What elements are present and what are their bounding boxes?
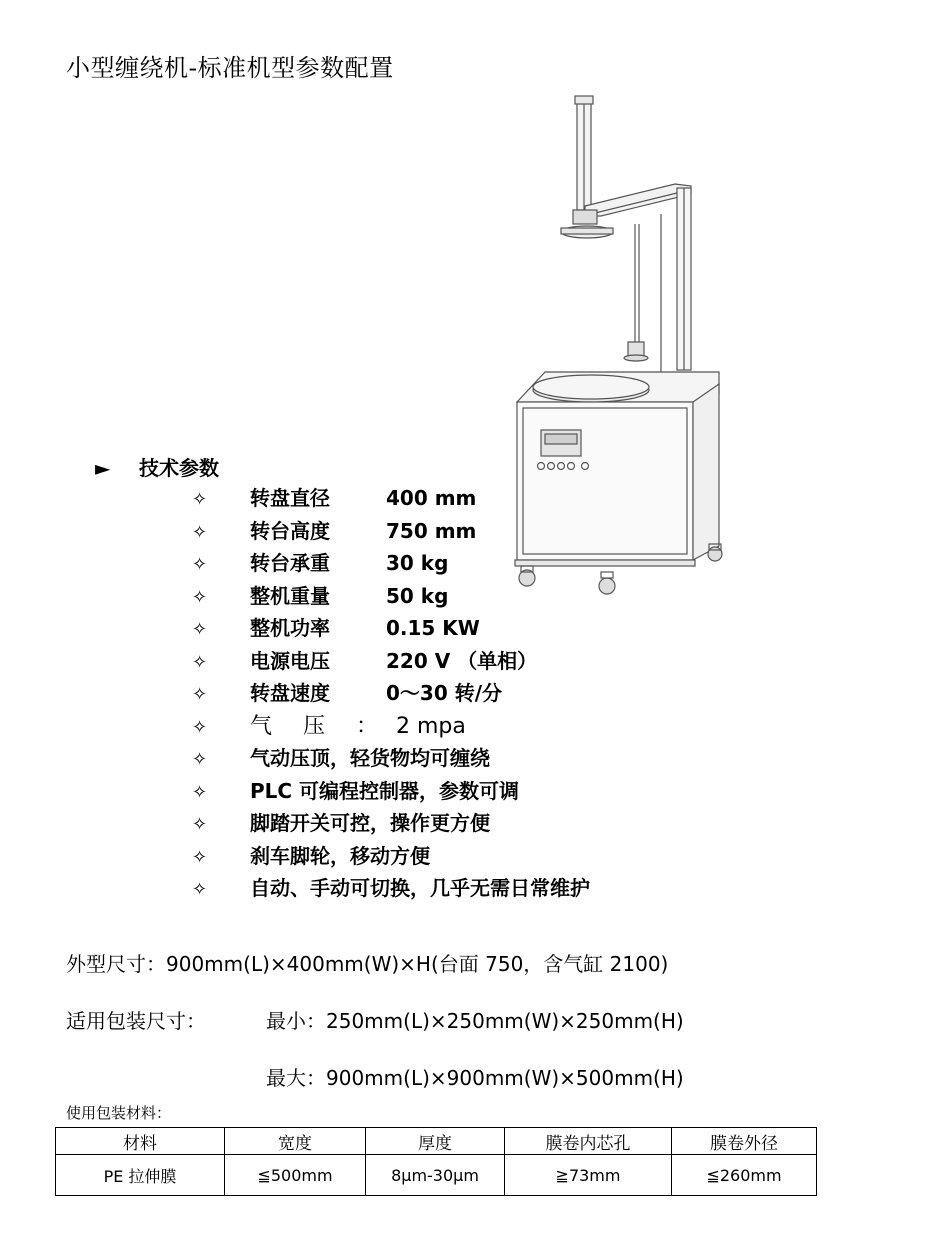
table-cell: 8μm-30μm [366, 1155, 505, 1196]
spec-key: 电源电压 [250, 648, 330, 673]
tech-params-heading [95, 452, 219, 481]
spec-value: 2 mpa [396, 713, 466, 739]
table-header-cell: 厚度 [366, 1128, 505, 1155]
feature-text: PLC 可编程控制器，参数可调 [250, 778, 520, 803]
outer-dimensions-label: 外型尺寸： [66, 952, 166, 976]
table-cell: PE 拉伸膜 [56, 1155, 225, 1196]
table-row [56, 1155, 817, 1196]
spec-value: 50 kg [386, 583, 449, 608]
table-header-cell: 材料 [56, 1128, 225, 1155]
table-header-cell: 膜卷内芯孔 [505, 1128, 672, 1155]
spec-item [192, 646, 590, 679]
spec-value: 30 kg [386, 551, 449, 575]
feature-text: 气动压顶，轻货物均可缠绕 [250, 746, 490, 770]
feature-item [192, 776, 590, 809]
pack-size-min [66, 1005, 684, 1034]
pack-size-label: 适用包装尺寸： [66, 1009, 206, 1033]
spec-item [192, 711, 590, 744]
spec-value: 0～30 转/分 [386, 681, 503, 705]
feature-text: 自动、手动可切换，几乎无需日常维护 [250, 876, 590, 900]
outer-dimensions-value: 900mm(L)×400mm(W)×H(台面 750，含气缸 2100) [166, 952, 669, 976]
spec-key: 整机功率 [250, 616, 330, 640]
materials-label: 使用包装材料： [66, 1104, 172, 1122]
spec-list [192, 483, 590, 906]
diamond-bullet-icon: ✧ [192, 521, 208, 543]
diamond-bullet-icon: ✧ [192, 846, 208, 868]
feature-text: 脚踏开关可控，操作更方便 [250, 811, 490, 835]
pack-min-value: 250mm(L)×250mm(W)×250mm(H) [326, 1009, 684, 1033]
feature-item [192, 873, 590, 906]
table-header-cell: 宽度 [225, 1128, 366, 1155]
diamond-bullet-icon: ✧ [192, 716, 208, 738]
diamond-bullet-icon: ✧ [192, 781, 208, 803]
diamond-bullet-icon: ✧ [192, 749, 208, 770]
pack-size-max [266, 1062, 684, 1091]
table-cell: ≦260mm [672, 1155, 817, 1196]
table-cell: ≦500mm [225, 1155, 366, 1196]
spec-item [192, 483, 590, 516]
page-title: 小型缠绕机-标准机型参数配置 [66, 54, 394, 82]
diamond-bullet-icon: ✧ [192, 489, 208, 510]
feature-item [192, 841, 590, 874]
spec-key: 转盘速度 [250, 681, 330, 705]
spec-item [192, 678, 590, 711]
spec-key: 整机重量 [250, 583, 330, 608]
materials-table [55, 1127, 817, 1196]
diamond-bullet-icon: ✧ [192, 619, 208, 640]
spec-value: 220 V （单相） [386, 648, 538, 673]
outer-dimensions [66, 948, 668, 977]
pack-min-label: 最小： [266, 1009, 326, 1033]
spec-key: 转台承重 [250, 551, 330, 575]
pack-max-value: 900mm(L)×900mm(W)×500mm(H) [326, 1066, 684, 1090]
feature-text: 刹车脚轮，移动方便 [250, 843, 430, 868]
diamond-bullet-icon: ✧ [192, 814, 208, 835]
spec-item [192, 581, 590, 614]
table-cell: ≧73mm [505, 1155, 672, 1196]
diamond-bullet-icon: ✧ [192, 684, 208, 705]
table-header-cell: 膜卷外径 [672, 1128, 817, 1155]
tech-params-label: 技术参数 [139, 456, 219, 480]
spec-value: 750 mm [386, 518, 477, 543]
diamond-bullet-icon: ✧ [192, 651, 208, 673]
spec-value: 400 mm [386, 486, 477, 510]
spec-key: 转盘直径 [250, 486, 330, 510]
pack-max-label: 最大： [266, 1066, 326, 1090]
diamond-bullet-icon: ✧ [192, 554, 208, 575]
spec-item [192, 548, 590, 581]
spec-item [192, 613, 590, 646]
spec-item [192, 516, 590, 549]
diamond-bullet-icon: ✧ [192, 586, 208, 608]
feature-item [192, 808, 590, 841]
table-header-row [56, 1128, 817, 1155]
spec-key: 转台高度 [250, 518, 330, 543]
spec-value: 0.15 KW [386, 616, 480, 640]
spec-key: 气 压 ： [250, 713, 390, 739]
feature-item [192, 743, 590, 776]
diamond-bullet-icon: ✧ [192, 879, 208, 900]
triangle-bullet-icon: ► [95, 456, 111, 480]
